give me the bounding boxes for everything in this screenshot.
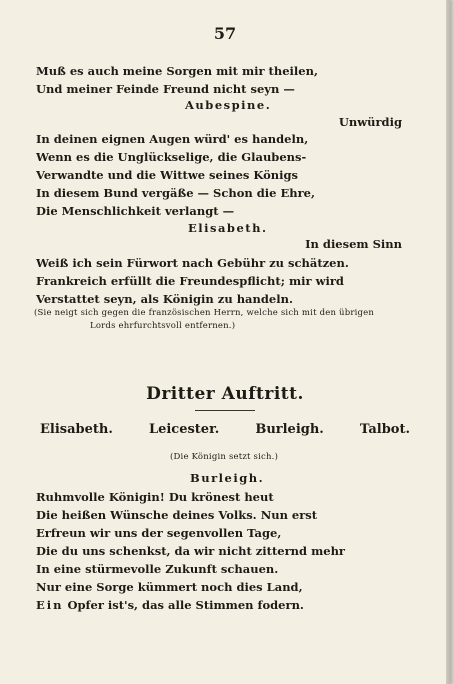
verse-line: Muß es auch meine Sorgen mit mir theilen, [36,64,318,78]
scene-title: Dritter Auftritt. [146,384,304,404]
page-edge [446,0,450,684]
stage-direction: Lords ehrfurchtsvoll entfernen.) [90,321,236,331]
cast-member: Leicester. [148,422,220,437]
verse-line [36,598,304,612]
verse-line: Nur eine Sorge kümmert noch dies Land, [36,580,303,594]
verse-line: Und meiner Feinde Freund nicht seyn — [36,82,295,96]
cast-list [40,422,410,437]
stage-direction: (Sie neigt sich gegen die französischen Herrn, welche sich mit den übrigen [34,308,375,318]
verse-line: Die Menschlichkeit verlangt — [36,204,235,218]
verse-line: Frankreich erfüllt die Freundespflicht; mir wird [36,274,344,288]
verse-line: Weiß ich sein Fürwort nach Gebühr zu schätzen. [36,256,349,270]
cast-member: Talbot. [359,422,410,437]
verse-line: Verwandte und die Wittwe seines Königs [36,168,299,182]
verse-line: In deinen eignen Augen würd' es handeln, [36,132,309,146]
emphasized-word: Ein [36,598,64,612]
verse-line-continuation: In diesem Sinn [305,237,402,251]
verse-line: Ruhmvolle Königin! Du krönest heut [36,490,274,504]
cast-member: Burleigh. [255,422,324,437]
verse-line: Erfreun wir uns der segenvollen Tage, [36,526,282,540]
verse-line: Die heißen Wünsche deines Volks. Nun erst [36,508,318,522]
verse-line: Die du uns schenkst, da wir nicht zitternd mehr [36,544,345,558]
speaker-elisabeth: Elisabeth. [188,221,268,235]
verse-line: Verstattet seyn, als Königin zu handeln. [36,292,293,306]
verse-line-continuation: Unwürdig [338,115,402,129]
speaker-burleigh: Burleigh. [190,471,265,485]
heading-rule [195,410,255,411]
speaker-aubespine: Aubespine. [185,98,272,112]
cast-member: Elisabeth. [40,422,113,437]
stage-direction: (Die Königin setzt sich.) [170,452,279,462]
verse-line: In diesem Bund vergäße — Schon die Ehre, [36,186,315,200]
page-number: 57 [213,24,237,43]
verse-line: In eine stürmevolle Zukunft schauen. [36,562,279,576]
verse-text: Opfer ist's, das alle Stimmen fodern. [63,598,304,612]
verse-line: Wenn es die Unglückselige, die Glaubens- [36,150,307,164]
